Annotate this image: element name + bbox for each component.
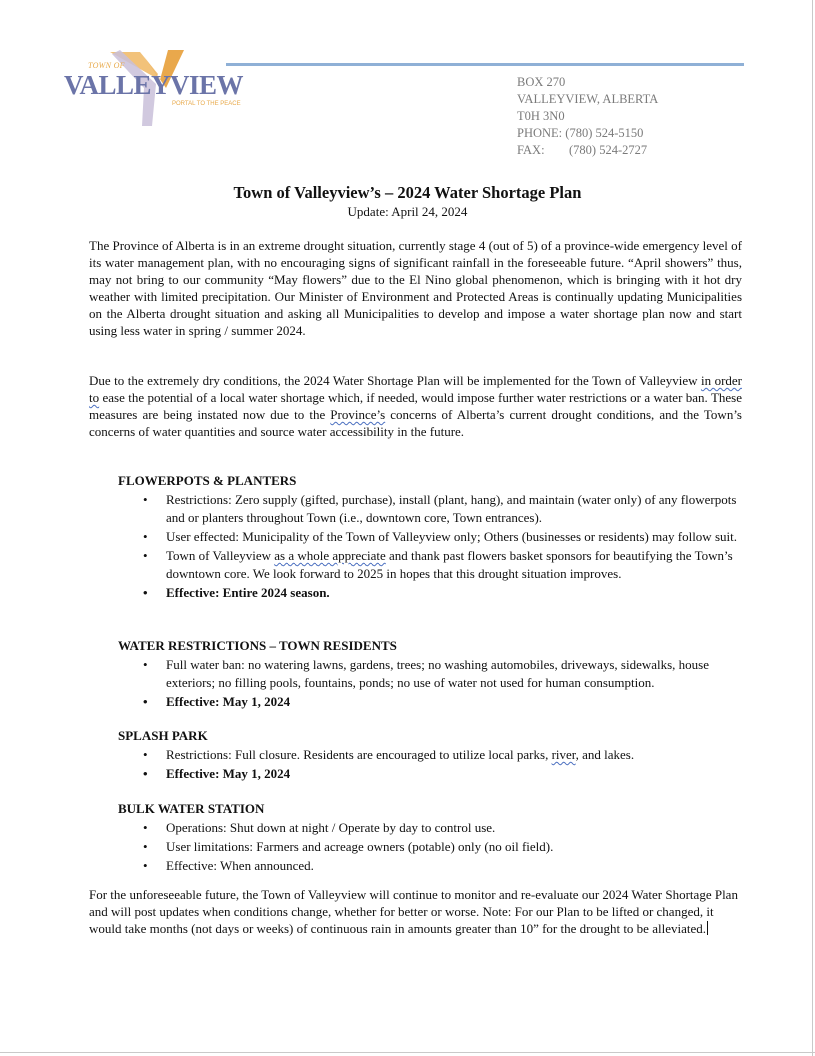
grammar-flag: as a whole appreciate bbox=[274, 548, 386, 563]
address-fax bbox=[517, 142, 658, 159]
document-update-date: Update: April 24, 2024 bbox=[347, 204, 468, 219]
text-cursor bbox=[707, 921, 708, 935]
address-block bbox=[517, 74, 658, 159]
section-bulk-water bbox=[118, 800, 748, 876]
bullet-list bbox=[118, 746, 748, 783]
intro-paragraph: The Province of Alberta is in an extreme drought situation, currently stage 4 (out of 5) of a province-wide emergency level of its water management plan, with no encouraging signs of significant rainfall in the foreseeable future. “April showers” thus, may not bring to our community “May flowers” due to the El Nino global phenomenon, which is bringing with it hot dry weather with limited precipitation. Our Minister of Environment and Protected Areas is continually updating Municipalities on the Alberta drought situation and asking all Municipalities to develop and impose a water shortage plan now and start using less water in spring / summer 2024. bbox=[89, 238, 742, 338]
bullet-list bbox=[118, 491, 748, 602]
list-item: • Full water ban: no watering lawns, gardens, trees; no washing automobiles, driveways, sidewalks, house exteriors; no filling pools, fountains, ponds; no use of water not used for human consumption. bbox=[118, 656, 748, 692]
valleyview-logo bbox=[60, 44, 244, 128]
list-item: • User limitations: Farmers and acreage owners (potable) only (no oil field). bbox=[118, 838, 748, 856]
closing-text: For the unforeseeable future, the Town of Valleyview will continue to monitor and re-evaluate our 2024 Water Shortage Plan and will post updates when conditions change, whether for better or worse. Note: For our Plan to be lifted or changed, it would take months (not days or weeks) of continuous rain in amounts greater than 10” for the drought to be alleviated. bbox=[89, 887, 738, 936]
header-rule bbox=[226, 63, 744, 66]
section-heading: BULK WATER STATION bbox=[118, 801, 265, 816]
address-phone bbox=[517, 125, 658, 142]
list-item-text: Restrictions: Full closure. Residents are encouraged to utilize local parks, bbox=[166, 747, 552, 762]
list-item: • Restrictions: Zero supply (gifted, purchase), install (plant, hang), and maintain (water only) of any flowerpots and or planters throughout Town (i.e., downtown core, Town entrances). bbox=[118, 491, 748, 527]
address-box: BOX 270 bbox=[517, 75, 566, 89]
document-title: Town of Valleyview’s – 2024 Water Shortage Plan bbox=[233, 183, 582, 202]
bullet-list bbox=[118, 656, 748, 711]
logo-wordmark: VALLEYVIEW bbox=[64, 70, 244, 100]
list-item-text: and thank past flowers basket sponsors for beautifying the Town’s downtown core. We look forward to 2025 in hopes that this drought situation improves. bbox=[166, 548, 733, 581]
list-item bbox=[118, 547, 748, 583]
address-postal: T0H 3N0 bbox=[517, 109, 565, 123]
grammar-flag: Province’s bbox=[330, 407, 386, 422]
logo-tagline: PORTAL TO THE PEACE bbox=[172, 101, 241, 107]
section-heading: SPLASH PARK bbox=[118, 728, 208, 743]
logo-town-of: TOWN OF bbox=[88, 61, 125, 70]
fax-number: (780) 524-2727 bbox=[569, 143, 648, 157]
grammar-flag: in order to bbox=[89, 373, 742, 405]
paragraph-text: Due to the extremely dry conditions, the 2024 Water Shortage Plan will be implemented for the Town of Valleyview bbox=[89, 373, 701, 388]
page-edge bbox=[812, 0, 813, 1056]
fax-label: FAX: bbox=[517, 143, 545, 157]
section-heading: WATER RESTRICTIONS – TOWN RESIDENTS bbox=[118, 638, 397, 653]
page-edge bbox=[0, 1052, 815, 1053]
list-item: • Effective: Entire 2024 season. bbox=[118, 584, 748, 602]
list-item: • Effective: May 1, 2024 bbox=[118, 765, 748, 783]
paragraph-text: ease the potential of a local water shortage which, if needed, would impose further water restrictions or a water ban. These measures are being instated now due to the bbox=[89, 390, 742, 422]
grammar-flag: river bbox=[551, 747, 576, 762]
phone-number: (780) 524-5150 bbox=[565, 126, 644, 140]
list-item: • User effected: Municipality of the Town of Valleyview only; Others (businesses or residents) may follow suit. bbox=[118, 528, 748, 546]
paragraph-text: concerns of Alberta’s current drought conditions, and the Town’s concerns of water quantities and source water accessibility in the future. bbox=[89, 407, 742, 439]
section-heading: FLOWERPOTS & PLANTERS bbox=[118, 473, 297, 488]
list-item-text: , and lakes. bbox=[575, 747, 635, 762]
list-item: • Effective: May 1, 2024 bbox=[118, 693, 748, 711]
implementation-paragraph bbox=[89, 372, 742, 440]
section-water-restrictions bbox=[118, 637, 748, 712]
section-splash-park bbox=[118, 727, 748, 784]
address-city: VALLEYVIEW, ALBERTA bbox=[517, 92, 659, 106]
list-item: • Effective: When announced. bbox=[118, 857, 748, 875]
list-item bbox=[118, 746, 748, 764]
bullet-list bbox=[118, 819, 748, 875]
section-flowerpots bbox=[118, 472, 748, 603]
closing-paragraph[interactable] bbox=[89, 886, 742, 937]
list-item: • Operations: Shut down at night / Operate by day to control use. bbox=[118, 819, 748, 837]
phone-label: PHONE: bbox=[517, 126, 563, 140]
list-item-text: Town of Valleyview bbox=[166, 548, 275, 563]
